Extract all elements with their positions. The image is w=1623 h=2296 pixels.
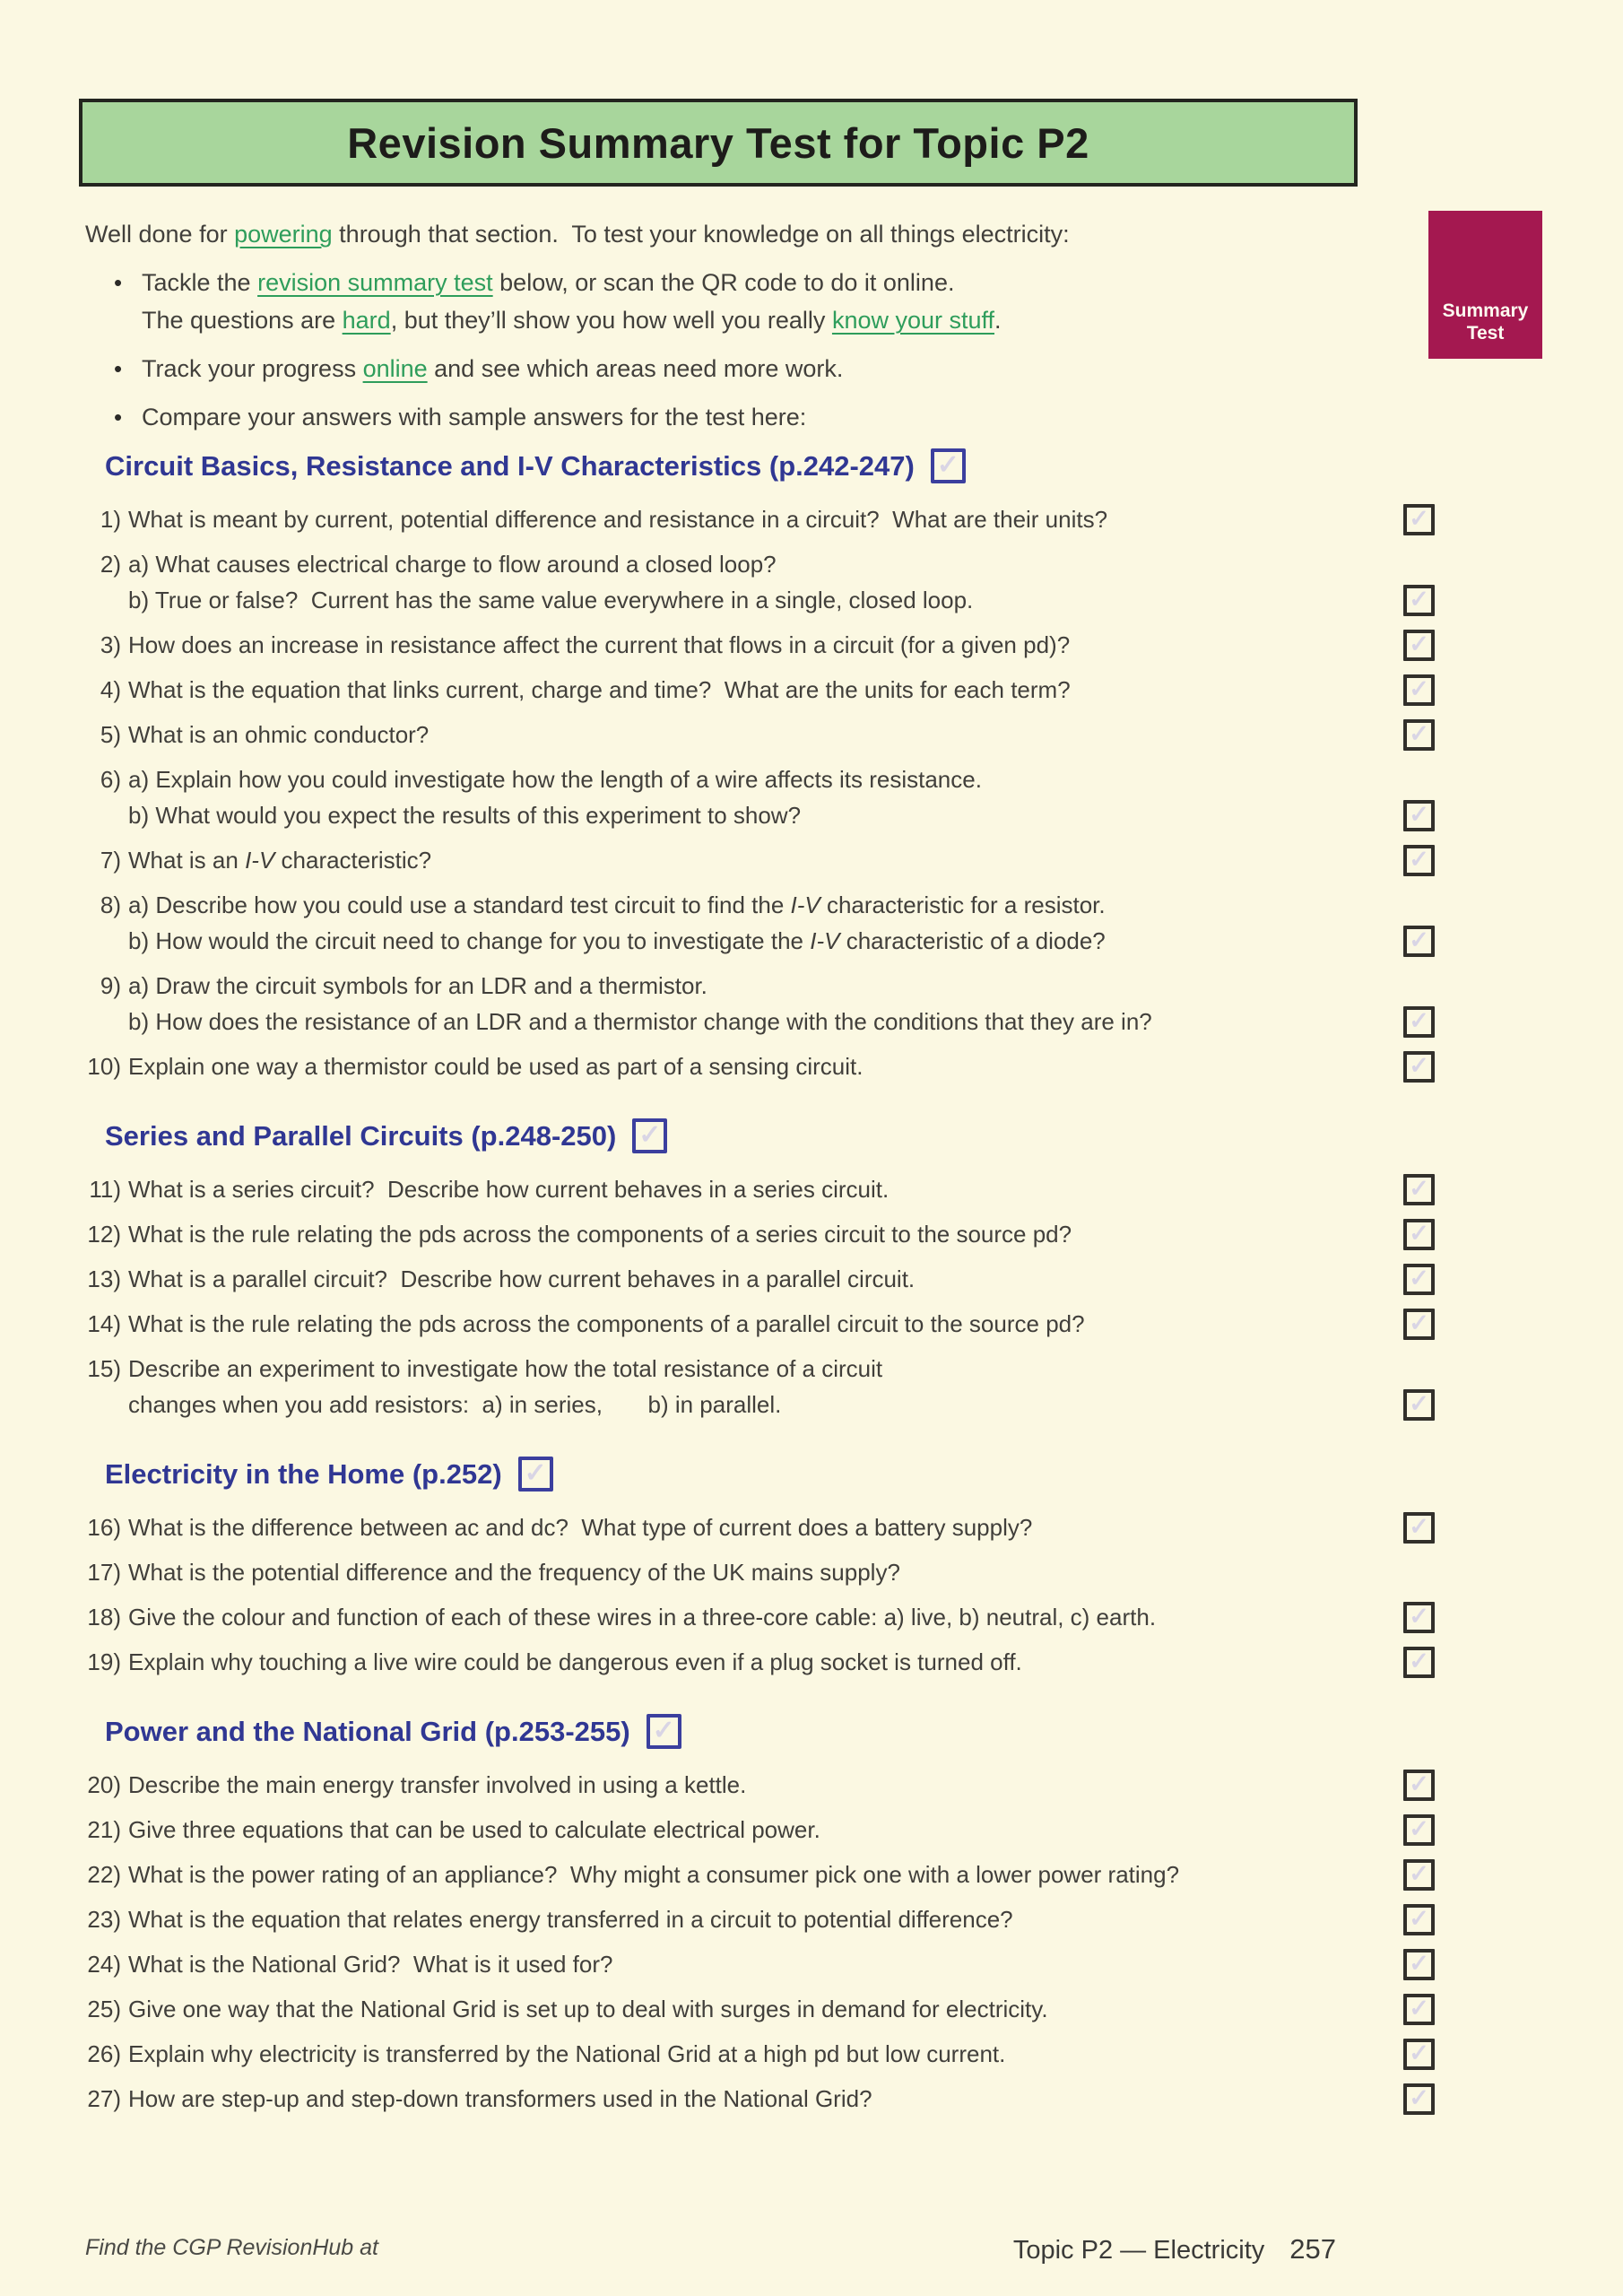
question-checkbox-column	[1395, 1647, 1435, 1678]
question-checkbox-column	[1395, 1389, 1435, 1421]
question-checkbox-column	[1395, 1264, 1435, 1295]
inline-link[interactable]: hard	[342, 307, 391, 334]
section-heading-text: Series and Parallel Circuits (p.248-250)	[105, 1119, 617, 1152]
question-line	[128, 1946, 1395, 1982]
question-checkbox-column	[1395, 1602, 1435, 1633]
question-number: 22)	[87, 1861, 121, 1888]
question-number: 26)	[87, 2040, 121, 2067]
question-checkbox-column	[1395, 1174, 1435, 1205]
question-line	[128, 1048, 1395, 1084]
section-heading-text: Power and the National Grid (p.253-255)	[105, 1715, 630, 1747]
question-text	[128, 1171, 1395, 1207]
question-row	[85, 1554, 1435, 1590]
question-checkbox[interactable]	[1403, 585, 1435, 616]
question-checkbox-column	[1395, 630, 1435, 661]
text-run: Give three equations that can be used to calculate electrical power.	[128, 1816, 820, 1843]
text-run: through that section. To test your knowledge on all things electricity:	[332, 221, 1070, 248]
bullet-line	[142, 264, 1394, 301]
text-run: What is the rule relating the pds across the components of a series circuit to the source pd?	[128, 1221, 1072, 1248]
check-icon: ✓	[524, 1457, 547, 1488]
text-run: What is a parallel circuit? Describe how current behaves in a parallel circuit.	[128, 1265, 916, 1292]
section-heading-text: Electricity in the Home (p.252)	[105, 1457, 502, 1490]
check-icon: ✓	[1409, 1175, 1429, 1202]
text-run: characteristic?	[274, 847, 432, 874]
question-line	[128, 717, 1395, 752]
inline-link[interactable]: online	[362, 355, 428, 382]
question-line	[128, 1004, 1395, 1039]
check-icon: ✓	[1409, 801, 1429, 828]
badge-label-line1: Summary	[1442, 300, 1529, 321]
question-checkbox-column	[1395, 926, 1435, 957]
check-icon: ✓	[1409, 1220, 1429, 1247]
check-icon: ✓	[1409, 1770, 1429, 1797]
question-checkbox-column	[1395, 719, 1435, 751]
section-checkbox[interactable]	[632, 1118, 667, 1153]
text-run: What is a series circuit? Describe how current behaves in a series circuit.	[128, 1176, 890, 1203]
text-run: How are step-up and step-down transformers used in the National Grid?	[128, 2085, 872, 2112]
question-checkbox[interactable]	[1403, 719, 1435, 751]
question-text	[128, 1306, 1395, 1342]
text-run: and see which areas need more work.	[427, 355, 844, 382]
question-number: 24)	[87, 1951, 121, 1978]
footer-page-number: 257	[1289, 2233, 1336, 2265]
question-checkbox[interactable]	[1403, 630, 1435, 661]
inline-link[interactable]: know your stuff	[831, 307, 995, 334]
question-checkbox[interactable]	[1403, 1814, 1435, 1846]
question-checkbox[interactable]	[1403, 2039, 1435, 2070]
bullet-icon: •	[114, 355, 123, 382]
check-icon: ✓	[936, 449, 959, 480]
question-checkbox-column	[1395, 845, 1435, 876]
question-line	[128, 546, 1395, 582]
text-run: Explain why electricity is transferred by the National Grid at a high pd but low current.	[128, 2040, 1006, 2067]
intro-block	[85, 215, 1394, 436]
text-run: b) How would the circuit need to change for you to investigate the	[128, 927, 811, 954]
question-number: 17)	[87, 1559, 121, 1586]
text-run: Track your progress	[142, 355, 363, 382]
question-number: 10)	[87, 1053, 121, 1080]
question-number: 8)	[100, 891, 121, 918]
question-row	[85, 887, 1435, 959]
text-run: Describe an experiment to investigate how the total resistance of a circuit	[128, 1355, 883, 1382]
question-checkbox[interactable]	[1403, 1264, 1435, 1295]
question-row	[85, 2036, 1435, 2072]
text-run: Describe the main energy transfer involved in using a kettle.	[128, 1771, 747, 1798]
title-banner	[79, 99, 1358, 187]
question-number: 1)	[100, 506, 121, 533]
check-icon: ✓	[1409, 505, 1429, 532]
question-row	[85, 1644, 1435, 1680]
question-text	[128, 1857, 1395, 1892]
question-text	[128, 1812, 1395, 1848]
text-run: , but they’ll show you how well you really	[390, 307, 832, 334]
question-text	[128, 1767, 1395, 1803]
footer-topic-block	[1013, 2233, 1336, 2266]
section-checkbox[interactable]	[647, 1714, 681, 1749]
text-run: What is meant by current, potential difference and resistance in a circuit? What are their units?	[128, 506, 1108, 533]
question-text	[128, 2036, 1395, 2072]
question-line	[128, 923, 1395, 959]
check-icon: ✓	[1409, 1309, 1429, 1336]
section	[85, 448, 1435, 1084]
section-checkbox[interactable]	[931, 448, 966, 483]
check-icon: ✓	[1409, 631, 1429, 657]
question-text	[128, 546, 1395, 618]
text-run: characteristic of a diode?	[839, 927, 1106, 954]
check-icon: ✓	[1409, 1815, 1429, 1842]
check-icon: ✓	[1409, 1513, 1429, 1540]
text-run: b) What would you expect the results of this experiment to show?	[128, 802, 802, 829]
question-number: 27)	[87, 2085, 121, 2112]
question-checkbox-column	[1395, 1512, 1435, 1544]
text-run: Give the colour and function of each of these wires in a three-core cable: a) live, b) neutral, c) earth.	[128, 1604, 1157, 1631]
bullet-text	[142, 264, 1394, 339]
question-checkbox[interactable]	[1403, 1647, 1435, 1678]
text-run: What is the power rating of an appliance? Why might a consumer pick one with a lower power rating?	[128, 1861, 1180, 1888]
question-checkbox[interactable]	[1403, 1770, 1435, 1801]
question-line	[128, 1261, 1395, 1297]
text-run: below, or scan the QR code to do it online.	[492, 269, 955, 296]
question-number: 6)	[100, 766, 121, 793]
question-row	[85, 842, 1435, 878]
question-checkbox-column	[1395, 1006, 1435, 1038]
question-line	[128, 1306, 1395, 1342]
question-line	[128, 627, 1395, 663]
question-checkbox[interactable]	[1403, 1904, 1435, 1935]
question-line	[128, 1216, 1395, 1252]
question-line	[128, 1857, 1395, 1892]
question-checkbox[interactable]	[1403, 800, 1435, 831]
section	[85, 1714, 1435, 2117]
question-row	[85, 627, 1435, 663]
question-text	[128, 887, 1395, 959]
text-run: Tackle the	[142, 269, 258, 296]
text-run: a) What causes electrical charge to flow around a closed loop?	[128, 551, 777, 578]
question-line	[128, 1767, 1395, 1803]
question-checkbox-column	[1395, 674, 1435, 706]
question-line	[128, 1812, 1395, 1848]
check-icon: ✓	[1409, 1265, 1429, 1292]
section	[85, 1118, 1435, 1422]
question-text	[128, 717, 1395, 752]
question-checkbox-column	[1395, 1994, 1435, 2025]
question-row	[85, 1901, 1435, 1937]
question-checkbox[interactable]	[1403, 674, 1435, 706]
question-text	[128, 761, 1395, 833]
text-run: a) Draw the circuit symbols for an LDR and a thermistor.	[128, 972, 707, 999]
bullet-icon: •	[114, 269, 123, 296]
question-checkbox-column	[1395, 1219, 1435, 1250]
badge-label-line2: Test	[1466, 323, 1505, 344]
question-row	[85, 672, 1435, 708]
text-run: b) How does the resistance of an LDR and a thermistor change with the conditions that they are in?	[128, 1008, 1152, 1035]
check-icon: ✓	[1409, 675, 1429, 702]
question-text	[128, 1048, 1395, 1084]
question-checkbox-column	[1395, 1949, 1435, 1980]
summary-test-badge[interactable]	[1428, 211, 1542, 359]
check-icon: ✓	[638, 1119, 662, 1150]
question-text	[128, 1509, 1395, 1545]
question-row	[85, 1048, 1435, 1084]
question-checkbox[interactable]	[1403, 926, 1435, 957]
question-line	[128, 1509, 1395, 1545]
italic-text: I-V	[790, 891, 820, 918]
question-number: 3)	[100, 631, 121, 658]
question-checkbox[interactable]	[1403, 1949, 1435, 1980]
section	[85, 1457, 1435, 1680]
check-icon: ✓	[1409, 586, 1429, 613]
question-line	[128, 501, 1395, 537]
question-checkbox[interactable]	[1403, 1309, 1435, 1340]
question-checkbox-column	[1395, 1309, 1435, 1340]
question-number: 7)	[100, 847, 121, 874]
question-row	[85, 1261, 1435, 1297]
question-checkbox[interactable]	[1403, 2083, 1435, 2115]
question-row	[85, 968, 1435, 1039]
question-row	[85, 2081, 1435, 2117]
question-text	[128, 501, 1395, 537]
text-run: What is an ohmic conductor?	[128, 721, 430, 748]
question-row	[85, 1509, 1435, 1545]
question-text	[128, 1554, 1395, 1590]
check-icon: ✓	[1409, 1603, 1429, 1630]
italic-text: I-V	[245, 847, 275, 874]
question-line	[128, 887, 1395, 923]
question-row	[85, 1171, 1435, 1207]
question-checkbox[interactable]	[1403, 1006, 1435, 1038]
question-checkbox[interactable]	[1403, 1219, 1435, 1250]
question-checkbox[interactable]	[1403, 1174, 1435, 1205]
question-number: 21)	[87, 1816, 121, 1843]
question-line	[128, 1991, 1395, 2027]
question-checkbox-column	[1395, 1904, 1435, 1935]
question-checkbox[interactable]	[1403, 845, 1435, 876]
question-number: 9)	[100, 972, 121, 999]
question-number: 4)	[100, 676, 121, 703]
check-icon: ✓	[1409, 720, 1429, 747]
question-text	[128, 1644, 1395, 1680]
question-line	[128, 1351, 1395, 1387]
question-checkbox-column	[1395, 2039, 1435, 2070]
text-run: a) Describe how you could use a standard test circuit to find the	[128, 891, 791, 918]
question-line	[128, 1901, 1395, 1937]
question-sections	[85, 430, 1435, 2126]
question-number: 2)	[100, 551, 121, 578]
question-line	[128, 2036, 1395, 2072]
question-number: 14)	[87, 1310, 121, 1337]
question-checkbox-column	[1395, 800, 1435, 831]
question-number: 12)	[87, 1221, 121, 1248]
question-number: 19)	[87, 1648, 121, 1675]
question-row	[85, 1991, 1435, 2027]
question-number: 20)	[87, 1771, 121, 1798]
text-run: Well done for	[85, 221, 235, 248]
text-run: How does an increase in resistance affect the current that flows in a circuit (for a given pd)?	[128, 631, 1071, 658]
text-run: The questions are	[142, 307, 343, 334]
check-icon: ✓	[1409, 1860, 1429, 1887]
check-icon: ✓	[1409, 1052, 1429, 1079]
question-text	[128, 1351, 1395, 1422]
question-text	[128, 1901, 1395, 1937]
text-run: What is the rule relating the pds across the components of a parallel circuit to the source pd?	[128, 1310, 1085, 1337]
question-checkbox[interactable]	[1403, 1602, 1435, 1633]
question-line	[128, 842, 1395, 878]
bullet-icon: •	[114, 404, 123, 430]
section-heading-text: Circuit Basics, Resistance and I-V Characteristics (p.242-247)	[105, 449, 915, 482]
question-line	[128, 2081, 1395, 2117]
check-icon: ✓	[1409, 2084, 1429, 2111]
inline-link[interactable]: revision summary test	[257, 269, 493, 296]
question-checkbox[interactable]	[1403, 1859, 1435, 1891]
question-text	[128, 1946, 1395, 1982]
check-icon: ✓	[1409, 1007, 1429, 1034]
text-run: characteristic for a resistor.	[820, 891, 1106, 918]
question-line	[128, 582, 1395, 618]
question-text	[128, 627, 1395, 663]
question-line	[128, 968, 1395, 1004]
question-line	[128, 1554, 1395, 1590]
italic-text: I-V	[810, 927, 840, 954]
question-checkbox[interactable]	[1403, 1994, 1435, 2025]
question-number: 23)	[87, 1906, 121, 1933]
footer-topic-label: Topic P2 — Electricity	[1012, 2236, 1265, 2265]
question-row	[85, 501, 1435, 537]
text-run: What is the difference between ac and dc? What type of current does a battery supply?	[128, 1514, 1033, 1541]
question-checkbox-column	[1395, 2083, 1435, 2115]
question-line	[128, 761, 1395, 797]
question-text	[128, 2081, 1395, 2117]
bullet-line	[142, 350, 1394, 387]
question-row	[85, 1351, 1435, 1422]
question-row	[85, 1812, 1435, 1848]
question-number: 16)	[87, 1514, 121, 1541]
check-icon: ✓	[1409, 1905, 1429, 1932]
question-checkbox[interactable]	[1403, 504, 1435, 535]
check-icon: ✓	[1409, 926, 1429, 953]
question-row	[85, 1599, 1435, 1635]
question-row	[85, 1216, 1435, 1252]
question-row	[85, 1767, 1435, 1803]
question-row	[85, 1306, 1435, 1342]
check-icon: ✓	[1409, 1648, 1429, 1674]
question-checkbox[interactable]	[1403, 1051, 1435, 1083]
section-heading	[105, 448, 1435, 483]
text-run: Compare your answers with sample answers for the test here:	[142, 404, 807, 430]
question-checkbox-column	[1395, 1051, 1435, 1083]
section-heading	[105, 1714, 1435, 1749]
question-number: 11)	[89, 1176, 121, 1203]
bullet-item	[85, 264, 1394, 339]
question-number: 5)	[100, 721, 121, 748]
question-row	[85, 1946, 1435, 1982]
question-number: 25)	[87, 1996, 121, 2022]
text-run: Explain why touching a live wire could be dangerous even if a plug socket is turned off.	[128, 1648, 1022, 1675]
check-icon: ✓	[1409, 1950, 1429, 1977]
check-icon: ✓	[1409, 1995, 1429, 2022]
question-row	[85, 1857, 1435, 1892]
page-title: Revision Summary Test for Topic P2	[347, 118, 1089, 167]
question-checkbox-column	[1395, 1859, 1435, 1891]
text-run: What is an	[128, 847, 246, 874]
text-run: What is the potential difference and the frequency of the UK mains supply?	[128, 1559, 900, 1586]
intro-bullets	[85, 264, 1394, 436]
question-checkbox[interactable]	[1403, 1512, 1435, 1544]
text-run: What is the equation that relates energy transferred in a circuit to potential difference?	[128, 1906, 1013, 1933]
question-checkbox-column	[1395, 504, 1435, 535]
bullet-item	[85, 350, 1394, 387]
text-run: What is the equation that links current, charge and time? What are the units for each term?	[128, 676, 1071, 703]
question-text	[128, 1261, 1395, 1297]
question-number: 18)	[87, 1604, 121, 1631]
text-run: Give one way that the National Grid is set up to deal with surges in demand for electricity.	[128, 1996, 1048, 2022]
section-heading	[105, 1118, 1435, 1153]
bullet-line	[142, 301, 1394, 339]
intro-lead	[85, 215, 1394, 253]
question-text	[128, 672, 1395, 708]
check-icon: ✓	[1409, 846, 1429, 873]
question-text	[128, 1216, 1395, 1252]
question-line	[128, 1599, 1395, 1635]
question-text	[128, 1599, 1395, 1635]
text-run: Explain one way a thermistor could be used as part of a sensing circuit.	[128, 1053, 864, 1080]
section-heading	[105, 1457, 1435, 1492]
question-row	[85, 717, 1435, 752]
text-run: changes when you add resistors: a) in series, b) in parallel.	[128, 1391, 782, 1418]
question-number: 13)	[87, 1265, 121, 1292]
question-checkbox-column	[1395, 585, 1435, 616]
text-run: .	[994, 307, 1002, 334]
footer-revisionhub-note: Find the CGP RevisionHub at	[85, 2235, 379, 2260]
question-text	[128, 842, 1395, 878]
text-run: What is the National Grid? What is it used for?	[128, 1951, 613, 1978]
question-text	[128, 1991, 1395, 2027]
question-checkbox-column	[1395, 1814, 1435, 1846]
question-line	[128, 672, 1395, 708]
question-checkbox-column	[1395, 1770, 1435, 1801]
question-line	[128, 1171, 1395, 1207]
text-run: b) True or false? Current has the same value everywhere in a single, closed loop.	[128, 587, 974, 613]
question-checkbox[interactable]	[1403, 1389, 1435, 1421]
question-text	[128, 968, 1395, 1039]
question-row	[85, 546, 1435, 618]
check-icon: ✓	[1409, 2039, 1429, 2066]
text-run: a) Explain how you could investigate how the length of a wire affects its resistance.	[128, 766, 982, 793]
question-number: 15)	[87, 1355, 121, 1382]
question-line	[128, 797, 1395, 833]
question-line	[128, 1387, 1395, 1422]
section-checkbox[interactable]	[518, 1457, 553, 1492]
inline-link[interactable]: powering	[234, 221, 333, 248]
check-icon: ✓	[1409, 1390, 1429, 1417]
check-icon: ✓	[652, 1715, 675, 1745]
question-row	[85, 761, 1435, 833]
bullet-text	[142, 350, 1394, 387]
question-line	[128, 1644, 1395, 1680]
